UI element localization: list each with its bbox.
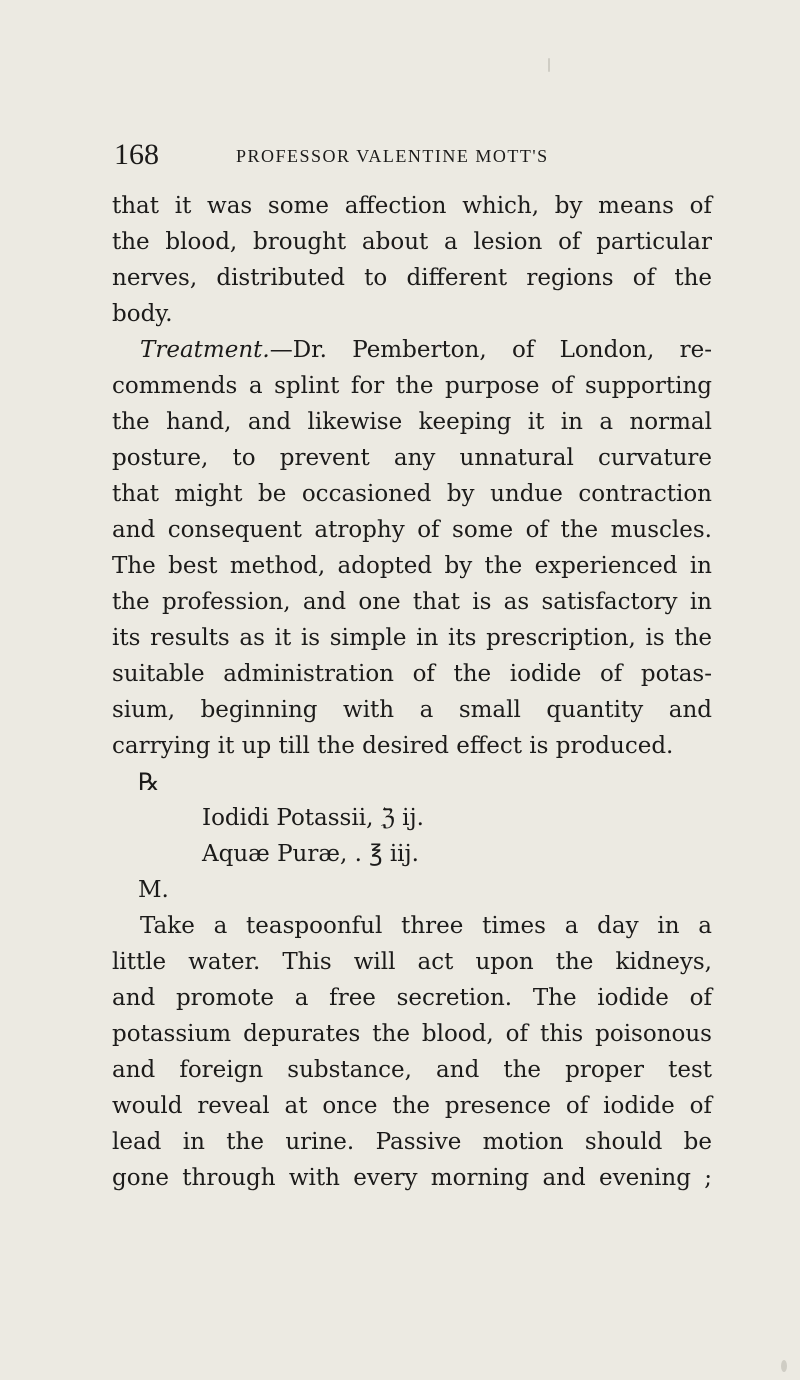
text-line: that might be occasioned by undue contraction <box>112 481 712 507</box>
text-line: and consequent atrophy of some of the muscles. <box>112 517 712 543</box>
text-line: lead in the urine. Passive motion should be <box>112 1129 712 1155</box>
page-header <box>114 138 714 178</box>
text-line: The best method, adopted by the experienced in <box>112 553 712 579</box>
text-line: gone through with every morning and evening ; <box>112 1165 712 1191</box>
text-line: and foreign substance, and the proper test <box>112 1057 712 1083</box>
treatment-heading: Treatment. <box>140 337 270 363</box>
prescription-line: Aquæ Puræ, . ℥ iij. <box>202 841 419 867</box>
prescription-line: Iodidi Potassii, ℨ ij. <box>202 805 424 831</box>
recipe-symbol: ℞ <box>138 768 160 796</box>
text-line: commends a splint for the purpose of supporting <box>112 373 712 399</box>
paragraph-treatment <box>112 332 712 764</box>
misce-mark: M. <box>138 877 169 903</box>
text-line: little water. This will act upon the kidneys, <box>112 949 712 975</box>
text-line: the blood, brought about a lesion of particular <box>112 229 712 255</box>
text-line: its results as it is simple in its prescription, is the <box>112 625 712 651</box>
text-line: that it was some affection which, by means of <box>112 193 712 219</box>
text-line <box>112 332 712 368</box>
running-head: PROFESSOR VALENTINE MOTT'S <box>236 146 549 166</box>
text-line: the profession, and one that is as satisfactory in <box>112 589 712 615</box>
text-line: Take a teaspoonful three times a day in a <box>140 913 712 939</box>
text-line: would reveal at once the presence of iodide of <box>112 1093 712 1119</box>
paragraph-1 <box>112 188 712 332</box>
paper-speck <box>781 1360 787 1372</box>
text-line: body. <box>112 301 173 327</box>
page-number: 168 <box>114 138 159 171</box>
text-line: posture, to prevent any unnatural curvature <box>112 445 712 471</box>
text-line: potassium depurates the blood, of this poisonous <box>112 1021 712 1047</box>
paper-speck <box>548 58 550 72</box>
text-line: carrying it up till the desired effect is produced. <box>112 733 674 759</box>
page-body <box>112 188 712 1196</box>
text-line: the hand, and likewise keeping it in a normal <box>112 409 712 435</box>
text-line: suitable administration of the iodide of potas- <box>112 661 712 687</box>
paragraph-directions <box>112 908 712 1196</box>
text-line: sium, beginning with a small quantity and <box>112 697 712 723</box>
text-line: and promote a free secretion. The iodide of <box>112 985 712 1011</box>
prescription <box>112 764 712 908</box>
text-run: —Dr. Pemberton, of London, re- <box>269 337 712 363</box>
text-line: nerves, distributed to different regions of the <box>112 265 712 291</box>
